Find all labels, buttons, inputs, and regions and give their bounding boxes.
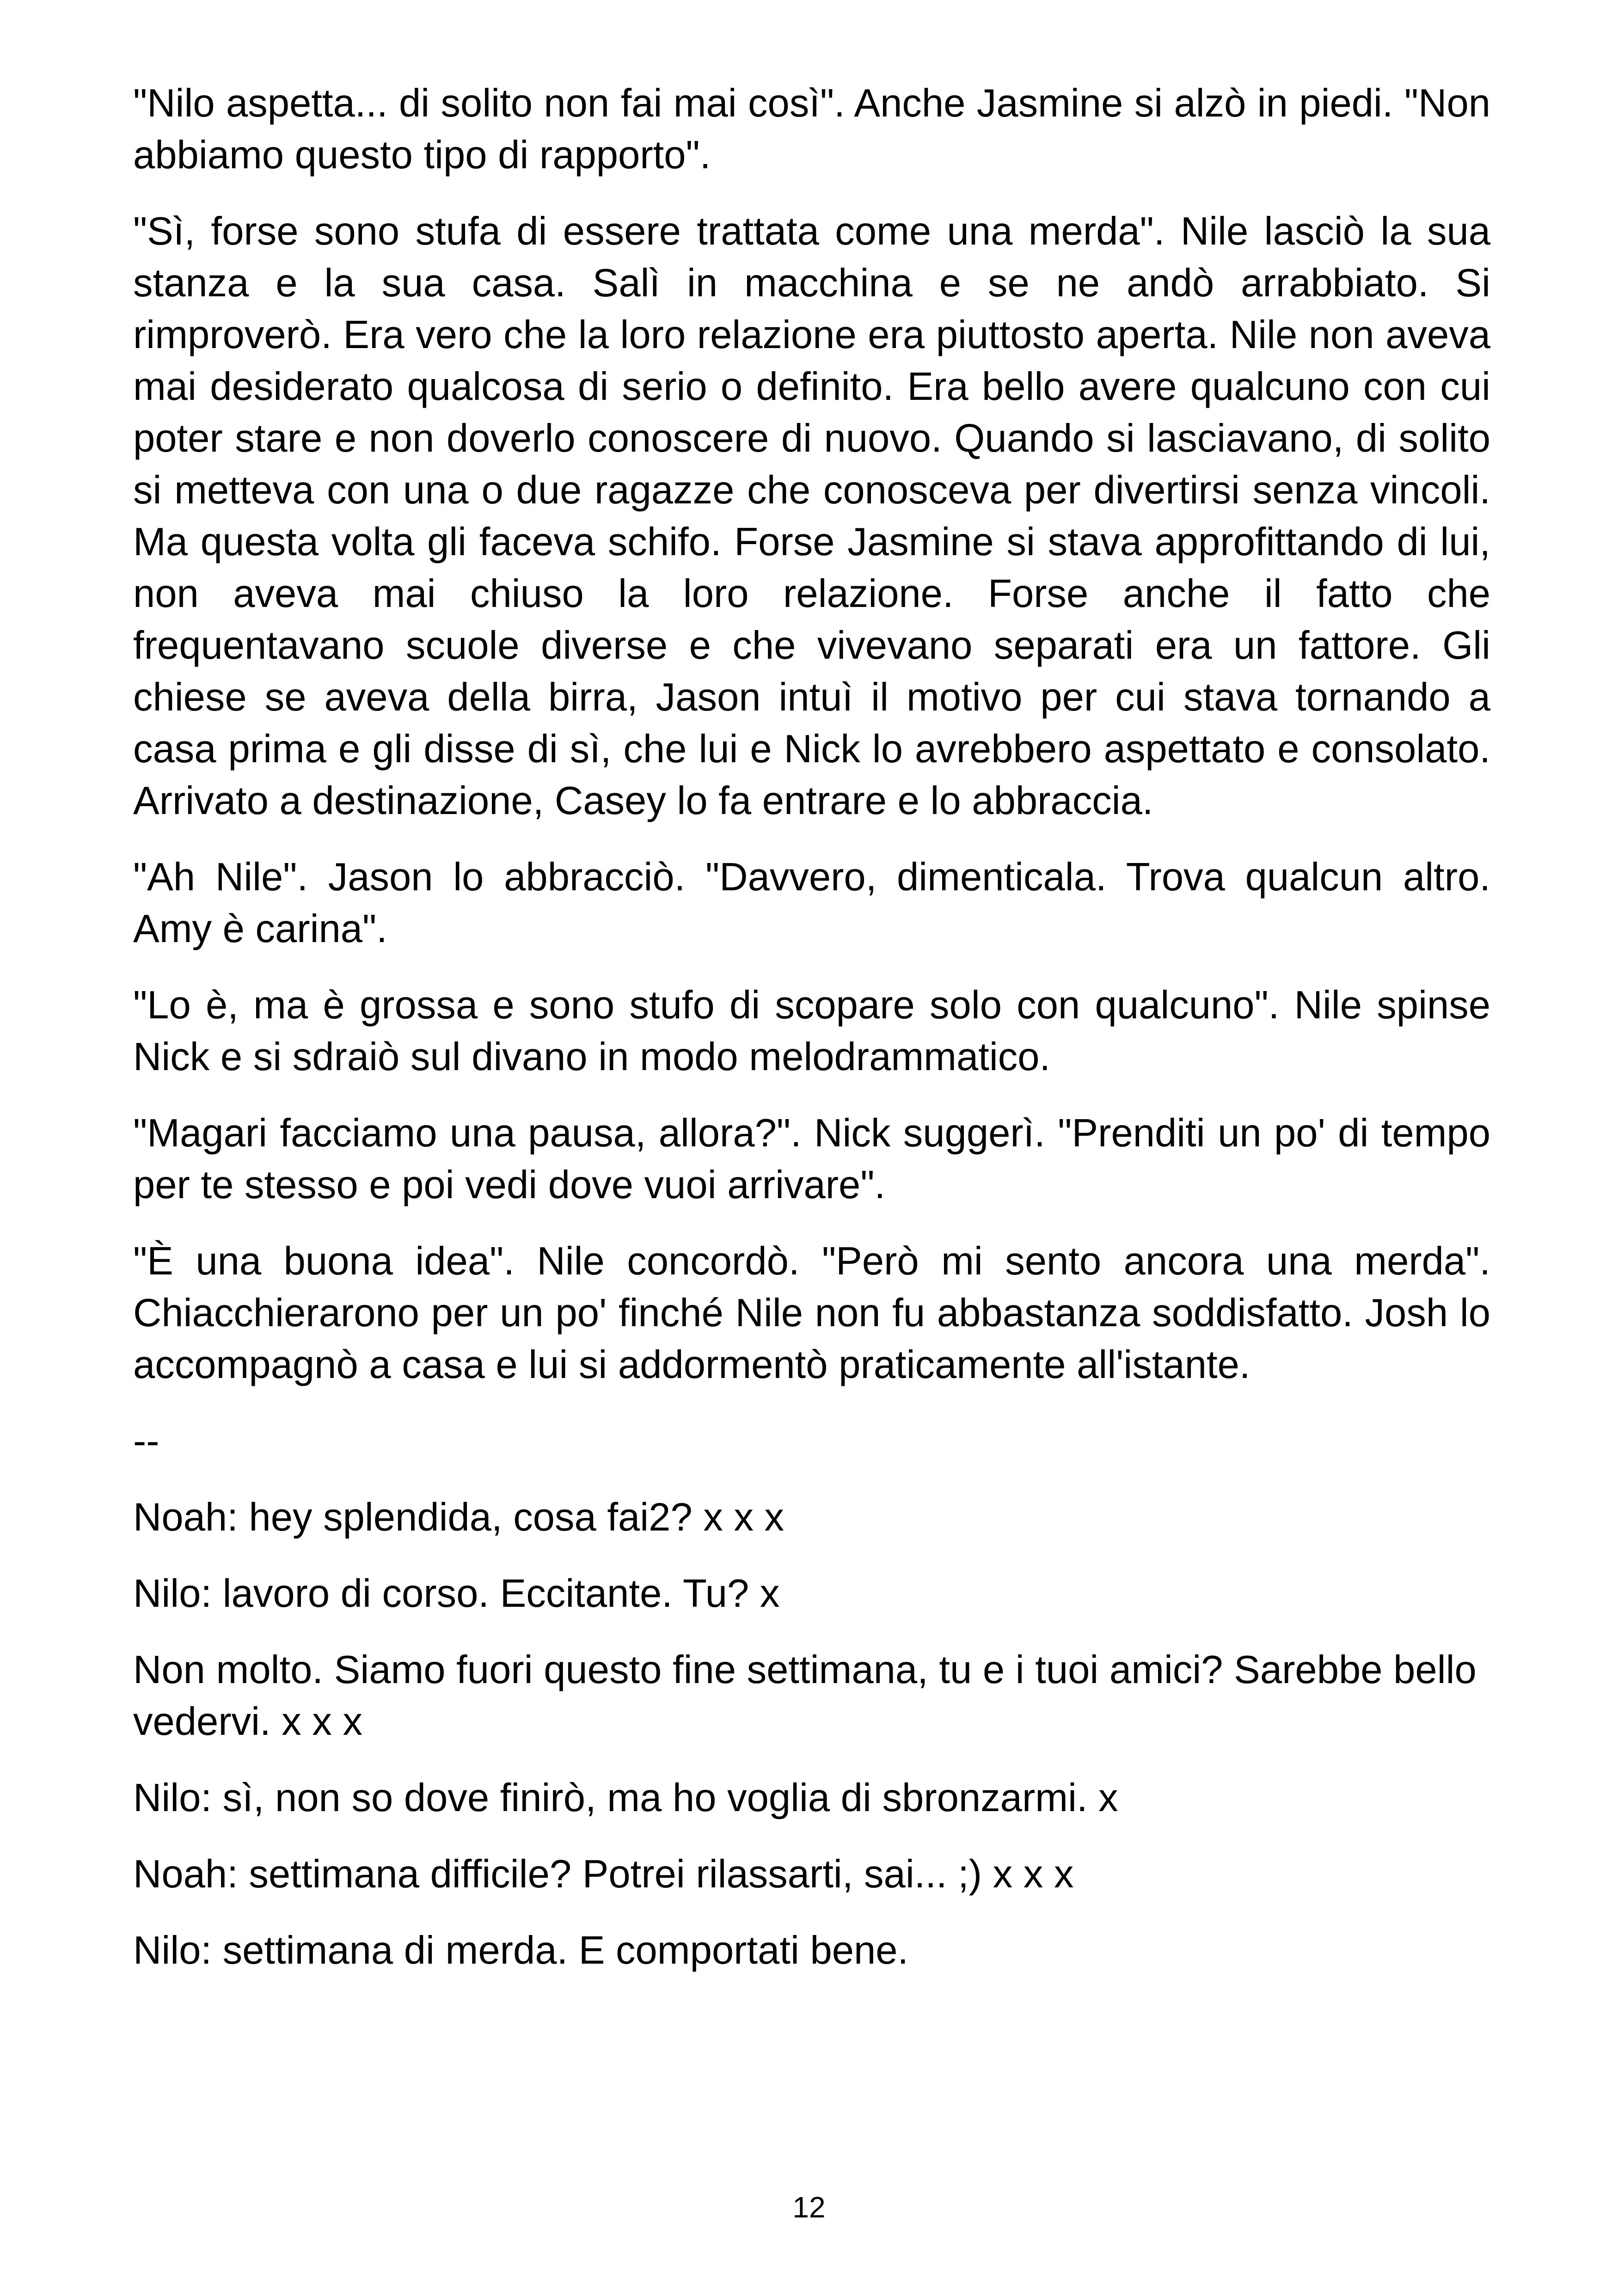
document-page (133, 78, 1490, 2001)
paragraph: "Ah Nile". Jason lo abbracciò. "Davvero, dimenticala. Trova qualcun altro. Amy è carina". (133, 855, 1490, 951)
chat-message: Noah: hey splendida, cosa fai2? x x x (133, 1495, 784, 1539)
paragraph: "Sì, forse sono stufa di essere trattata come una merda". Nile lasciò la sua stanza e la sua casa. Salì in macchina e se ne andò arrabbiato. Si rimproverò. Era vero che la loro relazione era piuttosto aperta. Nile non aveva mai desiderato qualcosa di serio o definito. Era bello avere qualcuno con cui poter stare e non doverlo conoscere di nuovo. Quando si lasciavano, di solito si metteva con una o due ragazze che conosceva per divertirsi senza vincoli. Ma questa volta gli faceva schifo. Forse Jasmine si stava approfittando di lui, non aveva mai chiuso la loro relazione. Forse anche il fatto che frequentavano scuole diverse e che vivevano separati era un fattore. Gli chiese se aveva della birra, Jason intuì il motivo per cui stava tornando a casa prima e gli disse di sì, che lui e Nick lo avrebbero aspettato e consolato. Arrivato a destinazione, Casey lo fa entrare e lo abbraccia. (133, 209, 1490, 823)
page-number: 12 (792, 2191, 826, 2224)
chat-message: Nilo: settimana di merda. E comportati bene. (133, 1929, 909, 1972)
chat-message: Non molto. Siamo fuori questo fine settimana, tu e i tuoi amici? Sarebbe bello vedervi. x x x (133, 1648, 1477, 1744)
chat-message: Nilo: lavoro di corso. Eccitante. Tu? x (133, 1572, 780, 1616)
chat-message: Noah: settimana difficile? Potrei rilassarti, sai... ;) x x x (133, 1852, 1074, 1896)
chat-message: Nilo: sì, non so dove finirò, ma ho voglia di sbronzarmi. x (133, 1776, 1118, 1820)
paragraph: "Lo è, ma è grossa e sono stufo di scopare solo con qualcuno". Nile spinse Nick e si sdraiò sul divano in modo melodrammatico. (133, 983, 1490, 1079)
section-divider: -- (133, 1419, 159, 1463)
paragraph: "Nilo aspetta... di solito non fai mai così". Anche Jasmine si alzò in piedi. "Non abbiamo questo tipo di rapporto". (133, 81, 1490, 177)
paragraph: "Magari facciamo una pausa, allora?". Nick suggerì. "Prenditi un po' di tempo per te stesso e poi vedi dove vuoi arrivare". (133, 1111, 1490, 1207)
paragraph: "È una buona idea". Nile concordò. "Però mi sento ancora una merda". Chiacchierarono per un po' finché Nile non fu abbastanza soddisfatto. Josh lo accompagnò a casa e lui si addormentò praticamente all'istante. (133, 1239, 1490, 1387)
